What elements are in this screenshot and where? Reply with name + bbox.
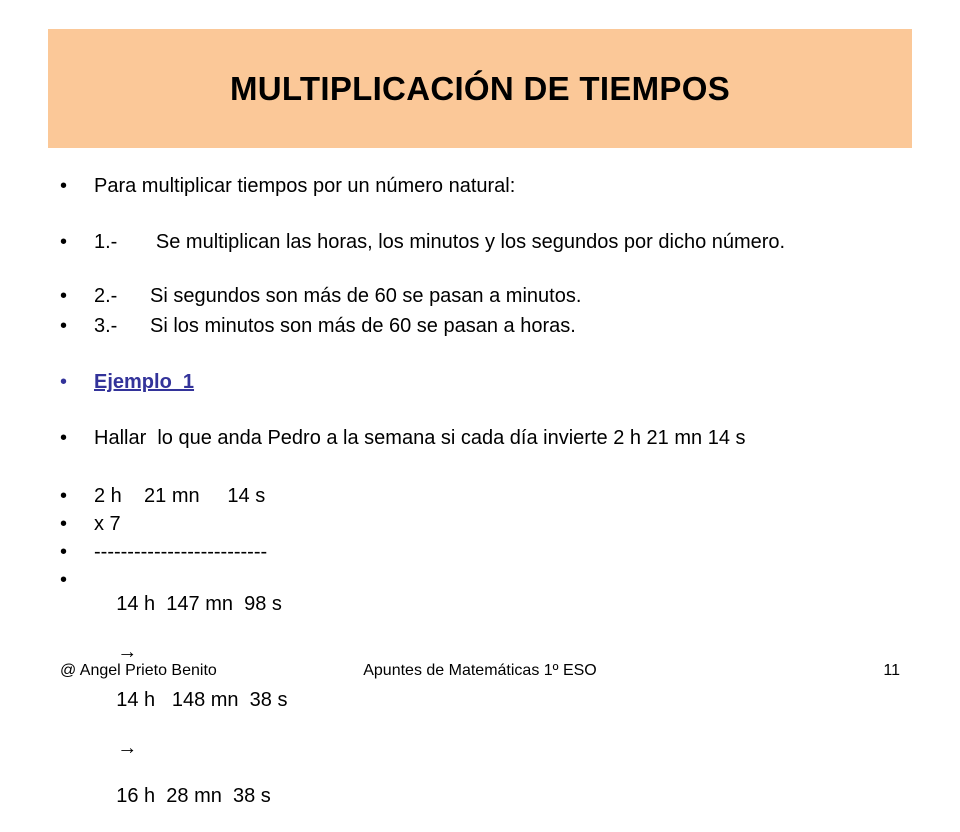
multiplier-text: x 7	[94, 513, 121, 535]
bullet-icon: •	[60, 427, 68, 449]
right-arrow-icon: →	[117, 641, 138, 663]
bullet-icon: •	[60, 315, 68, 337]
page-title: MULTIPLICACIÓN DE TIEMPOS	[229, 69, 731, 107]
bullet-icon: •	[60, 541, 68, 563]
step2-text: Si segundos son más de 60 se pasan a minutos.	[150, 285, 582, 307]
step3-text: Si los minutos son más de 60 se pasan a horas.	[150, 315, 576, 337]
result-step: 14 h 148 mn 38 s	[116, 689, 288, 711]
divider-text: --------------------------	[94, 541, 268, 563]
bullet-icon: •	[60, 371, 68, 393]
step1-number: 1.-	[94, 231, 118, 253]
result-final: 16 h 28 mn 38 s	[116, 785, 271, 807]
bullet-icon: •	[60, 485, 68, 507]
bullet-icon: •	[60, 285, 68, 307]
bullet-icon: •	[60, 569, 68, 591]
operand-text: 2 h 21 mn 14 s	[94, 485, 266, 507]
step1	[94, 230, 854, 254]
step2-number: 2.-	[94, 285, 118, 307]
title-banner	[48, 29, 912, 148]
bullet-icon: •	[60, 231, 68, 253]
bullet-icon: •	[60, 175, 68, 197]
result-line	[94, 568, 287, 832]
step3-number: 3.-	[94, 315, 118, 337]
step3	[94, 314, 576, 338]
step1-text: Se multiplican las horas, los minutos y los segundos por dicho número.	[155, 231, 786, 253]
step2	[94, 284, 581, 308]
footer-author: @ Angel Prieto Benito	[60, 662, 217, 679]
result-raw: 14 h 147 mn 98 s	[116, 593, 282, 615]
footer-course: Apuntes de Matemáticas 1º ESO	[363, 662, 597, 679]
example-link[interactable]: Ejemplo 1	[94, 371, 195, 393]
right-arrow-icon: →	[117, 737, 138, 759]
footer-page-number: 11	[883, 662, 900, 679]
bullet-icon: •	[60, 513, 68, 535]
intro-text: Para multiplicar tiempos por un número natural:	[94, 175, 516, 197]
problem-text: Hallar lo que anda Pedro a la semana si cada día invierte 2 h 21 mn 14 s	[94, 427, 746, 449]
